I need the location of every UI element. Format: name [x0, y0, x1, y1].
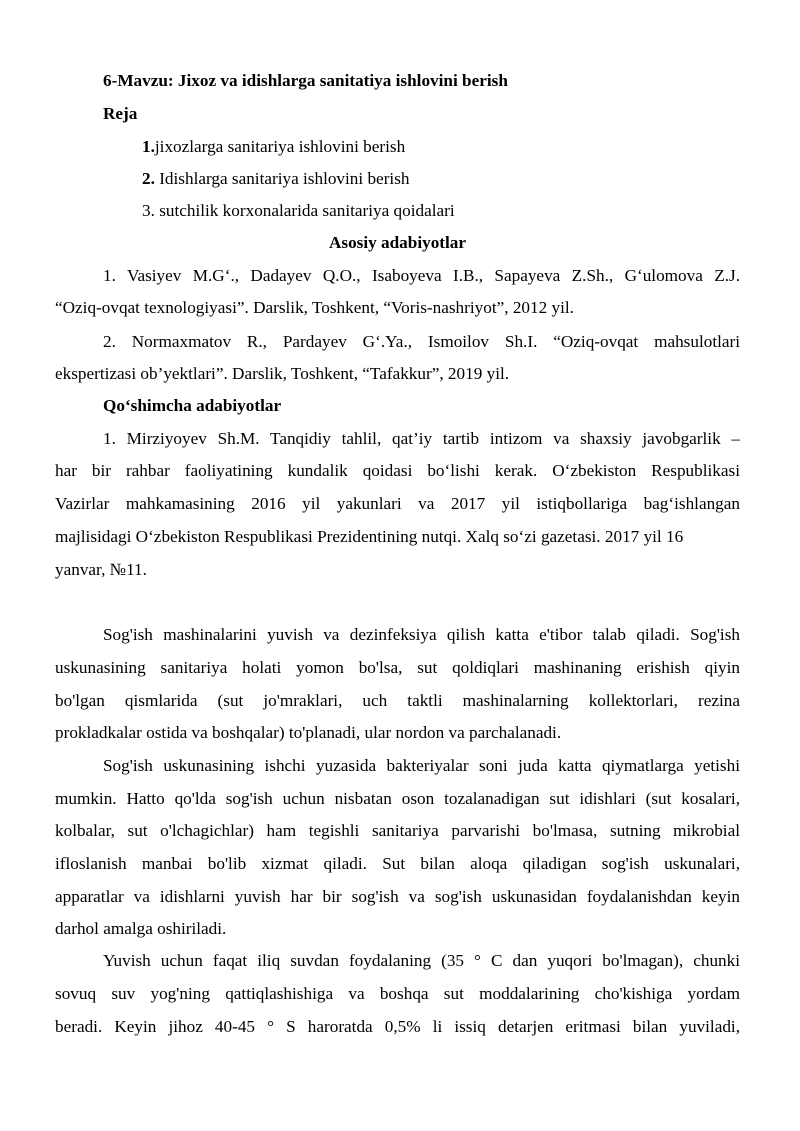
extra-literature-line: Vazirlar mahkamasining 2016 yil yakunlari va 2017 yil istiqbollariga bag‘ishlangan [55, 494, 740, 513]
main-literature-line: ekspertizasi ob’yektlari”. Darslik, Toshkent, “Tafakkur”, 2019 yil. [55, 364, 510, 383]
plan-item-1 [142, 137, 405, 157]
paragraph-line: Sog'ish mashinalarini yuvish va dezinfeksiya qilish katta e'tibor talab qiladi. Sog'ish [103, 625, 740, 644]
paragraph-line: Sog'ish uskunasining ishchi yuzasida bakteriyalar soni juda katta qiymatlarga yetishi [103, 756, 740, 775]
paragraph-line: Yuvish uchun faqat iliq suvdan foydalaning (35 ° C dan yuqori bo'lmagan), chunki [103, 951, 740, 970]
plan-item-number: 3. [142, 201, 155, 220]
paragraph-line: prokladkalar ostida va boshqalar) to'planadi, ular nordon va parchalanadi. [55, 723, 562, 742]
plan-item-number: 1. [142, 137, 155, 156]
paragraph-line: bo'lgan qismlarida (sut jo'mraklari, uch taktli mashinalarning kollektorlari, rezina [55, 691, 740, 710]
main-literature-line: 1. Vasiyev M.G‘., Dadayev Q.O., Isaboyeva I.B., Sapayeva Z.Sh., G‘ulomova Z.J. [103, 266, 740, 285]
extra-literature-heading: Qo‘shimcha adabiyotlar [103, 396, 282, 415]
plan-item-2 [142, 169, 409, 189]
main-literature-line: 2. Normaxmatov R., Pardayev G‘.Ya., Ismoilov Sh.I. “Oziq-ovqat mahsulotlari [103, 332, 740, 351]
paragraph-line: darhol amalga oshiriladi. [55, 919, 227, 938]
main-literature-heading: Asosiy adabiyotlar [328, 233, 467, 252]
topic-title: 6-Mavzu: Jixoz va idishlarga sanitatiya ishlovini berish [103, 71, 508, 90]
plan-item-text: jixozlarga sanitariya ishlovini berish [154, 137, 406, 156]
plan-item-number: 2. [142, 169, 155, 188]
paragraph-line: beradi. Keyin jihoz 40-45 ° S haroratda 0,5% li issiq detarjen eritmasi bilan yuviladi, [55, 1017, 740, 1036]
plan-heading: Reja [103, 104, 138, 123]
plan-item-text: Idishlarga sanitariya ishlovini berish [154, 169, 410, 188]
main-literature-line: “Oziq-ovqat texnologiyasi”. Darslik, Toshkent, “Voris-nashriyot”, 2012 yil. [55, 298, 574, 317]
plan-item-text: sutchilik korxonalarida sanitariya qoidalari [154, 201, 455, 220]
paragraph-line: uskunasining sanitariya holati yomon bo'lsa, sut qoldiqlari mashinaning erishish qiyin [55, 658, 740, 677]
extra-literature-line: har bir rahbar faoliyatining kundalik qoidasi bo‘lishi kerak. O‘zbekiston Respublikasi [55, 461, 740, 480]
paragraph-line: sovuq suv yog'ning qattiqlashishiga va boshqa sut moddalarining cho'kishiga yordam [55, 984, 740, 1003]
extra-literature-line: majlisidagi O‘zbekiston Respublikasi Prezidentining nutqi. Xalq so‘zi gazetasi. 2017 yil 16 [55, 527, 684, 546]
paragraph-line: mumkin. Hatto qo'lda sog'ish uchun nisbatan oson tozalanadigan sut idishlari (sut kosalari, [55, 789, 740, 808]
extra-literature-line: 1. Mirziyoyev Sh.M. Tanqidiy tahlil, qat’iy tartib intizom va shaxsiy javobgarlik – [103, 429, 740, 448]
paragraph-line: kolbalar, sut o'lchagichlar) ham tegishli sanitariya parvarishi bo'lmasa, sutning mikrobial [55, 821, 740, 840]
paragraph-line: ifloslanish manbai bo'lib xizmat qiladi. Sut bilan aloqa qiladigan sog'ish uskunalari, [55, 854, 740, 873]
extra-literature-line: yanvar, №11. [55, 560, 147, 579]
paragraph-line: apparatlar va idishlarni yuvish har bir sog'ish va sog'ish uskunasidan foydalanishdan keyin [55, 887, 740, 906]
plan-item-3 [142, 201, 455, 221]
